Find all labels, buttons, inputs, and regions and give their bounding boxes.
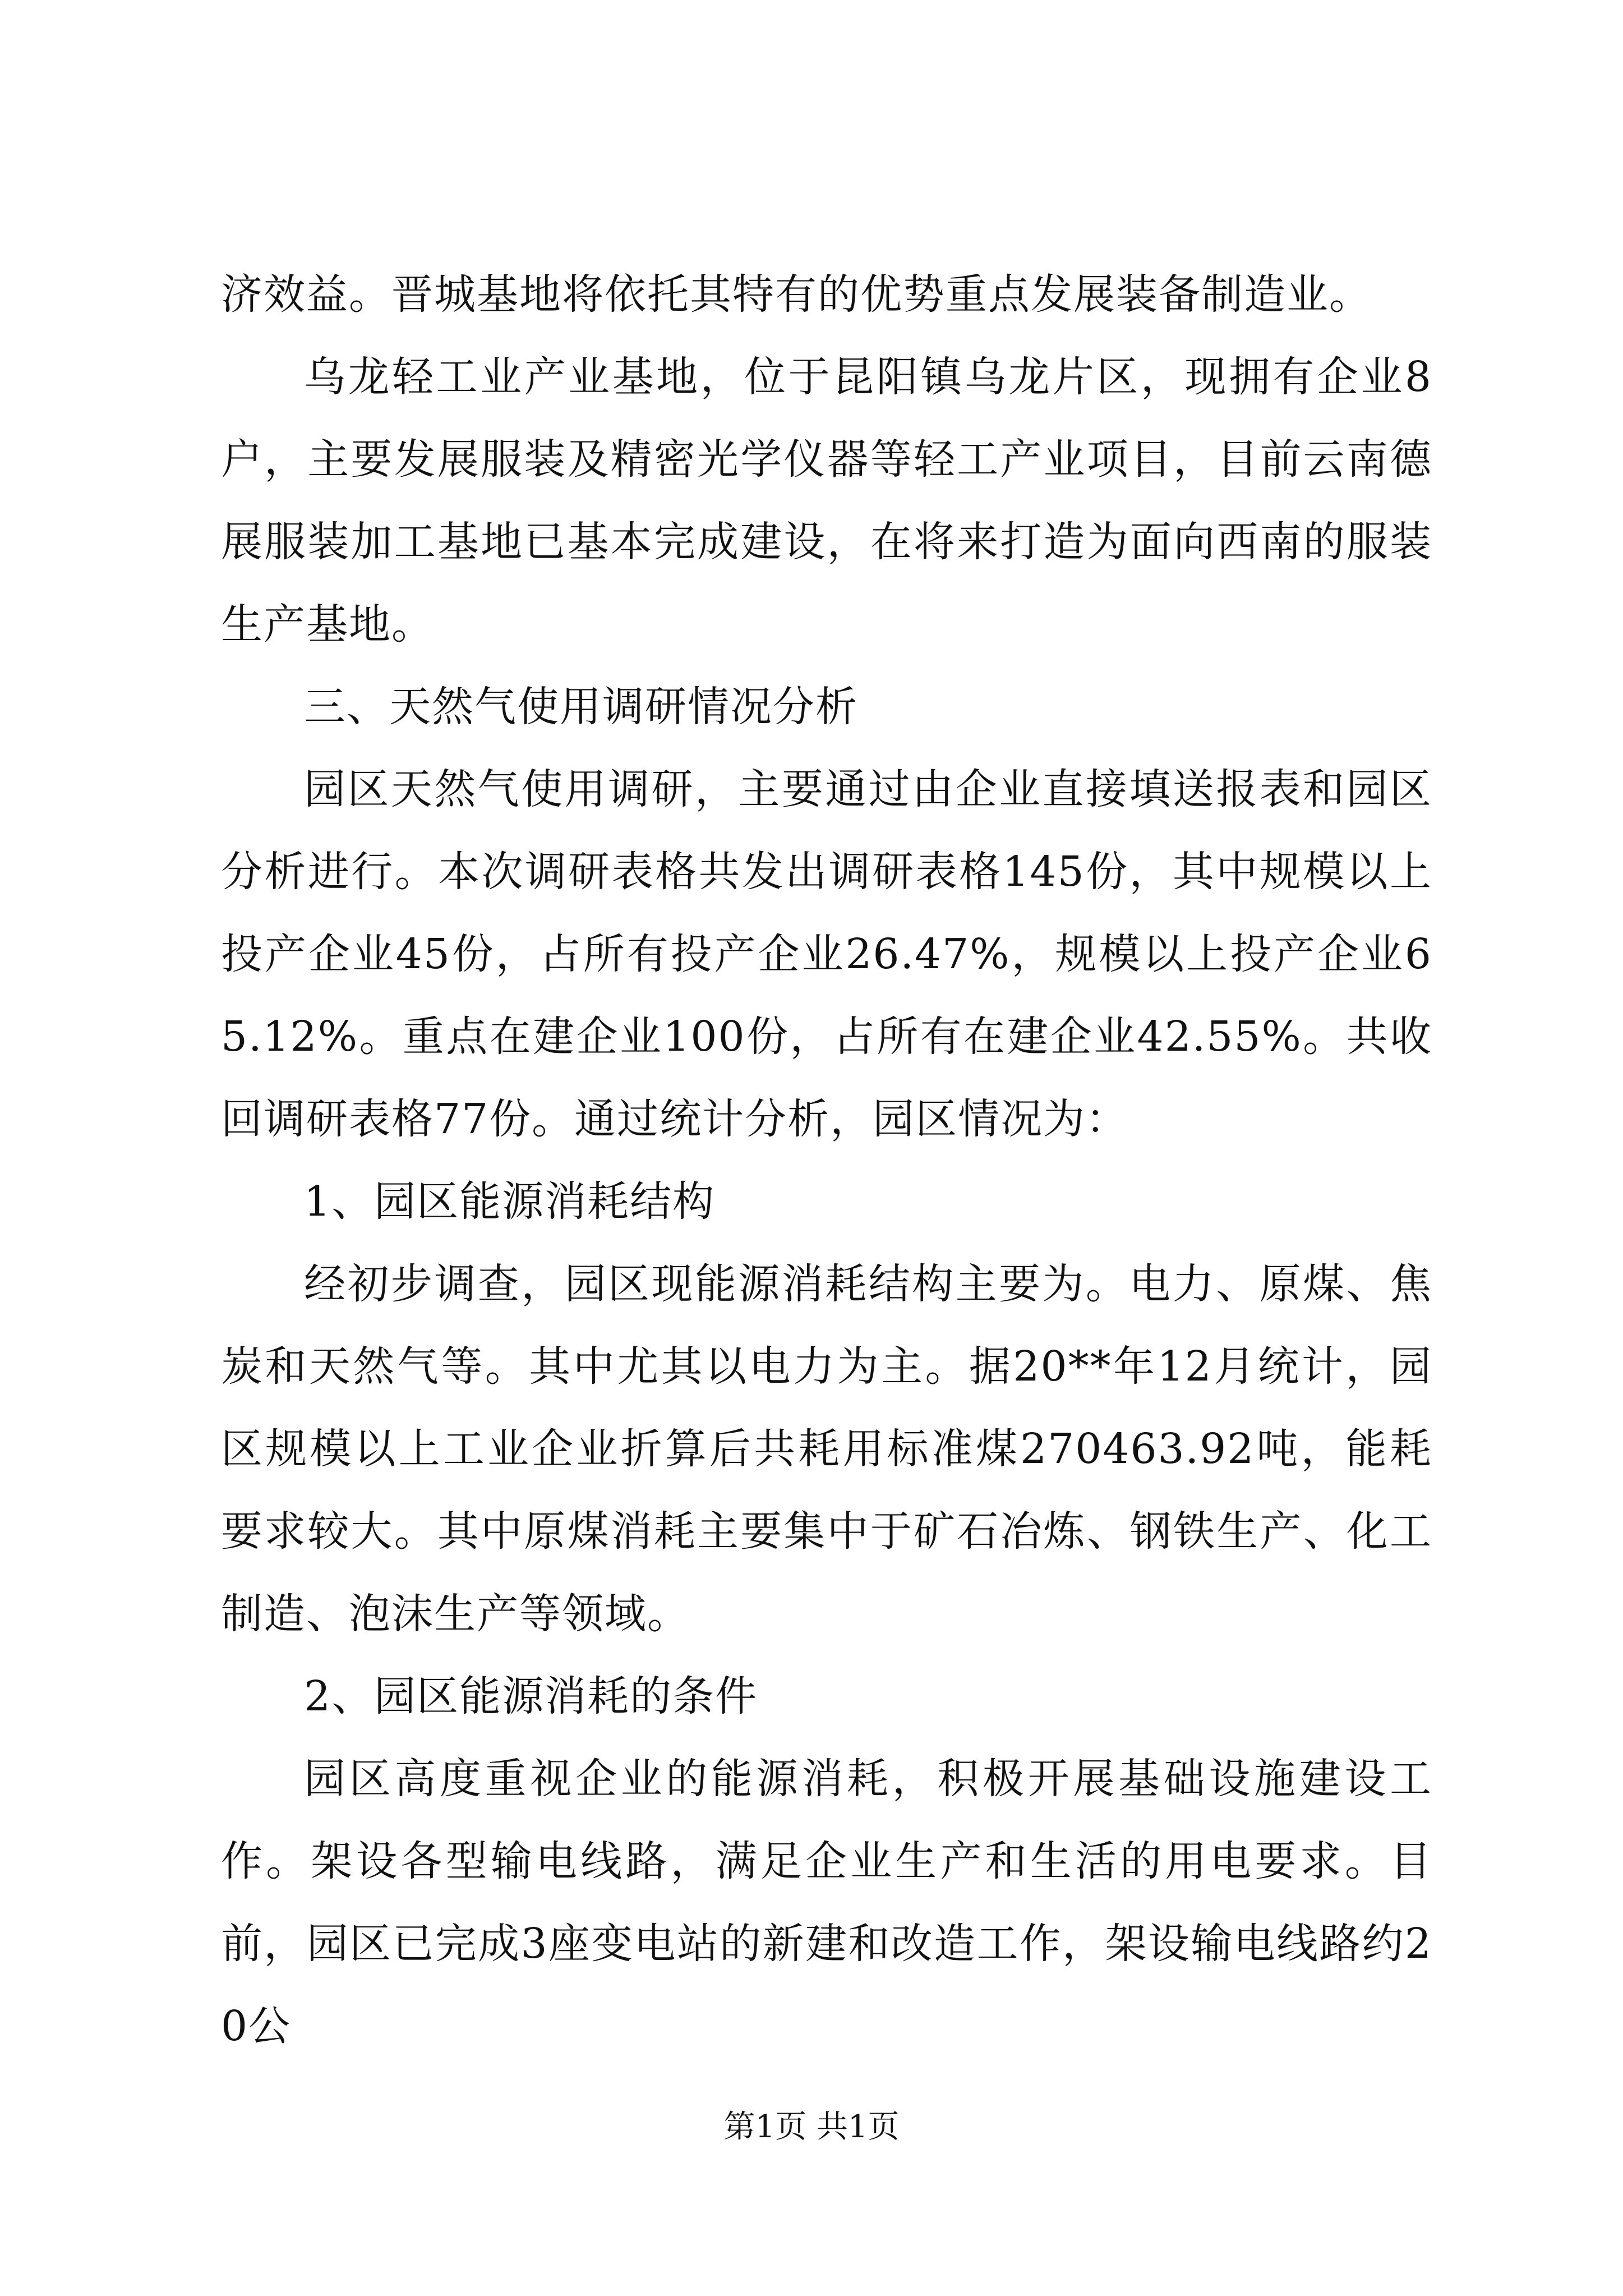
paragraph-energy-structure: 经初步调查，园区现能源消耗结构主要为。电力、原煤、焦炭和天然气等。其中尤其以电力为主。据20**年12月统计，园区规模以上工业企业折算后共耗用标准煤270463.92吨，能耗要求较大。其中原煤消耗主要集中于矿石冶炼、钢铁生产、化工制造、泡沫生产等领域。 — [221, 1260, 1432, 1638]
document-body — [221, 254, 1432, 2068]
paragraph-survey-method: 园区天然气使用调研，主要通过由企业直接填送报表和园区分析进行。本次调研表格共发出调研表格145份，其中规模以上投产企业45份，占所有投产企业26.47%，规模以上投产企业65.12%。重点在建企业100份，占所有在建企业42.55%。共收回调研表格77份。通过统计分析，园区情况为： — [221, 765, 1432, 1143]
paragraph-wulong-base: 乌龙轻工业产业基地，位于昆阳镇乌龙片区，现拥有企业8户，主要发展服装及精密光学仪器等轻工产业项目，目前云南德展服装加工基地已基本完成建设，在将来打造为面向西南的服装生产基地。 — [221, 353, 1432, 648]
section-heading-gas-survey: 三、天然气使用调研情况分析 — [304, 683, 858, 731]
page-number-footer: 第1页 共1页 — [723, 2109, 900, 2145]
subheading-energy-conditions: 2、园区能源消耗的条件 — [304, 1672, 758, 1720]
subheading-energy-structure: 1、园区能源消耗结构 — [304, 1177, 716, 1226]
paragraph-energy-conditions: 园区高度重视企业的能源消耗，积极开展基础设施建设工作。架设各型输电线路，满足企业生产和生活的用电要求。目前，园区已完成3座变电站的新建和改造工作，架设输电线路约20公 — [221, 1755, 1432, 2050]
paragraph-continuation: 济效益。晋城基地将依托其特有的优势重点发展装备制造业。 — [221, 270, 1372, 319]
